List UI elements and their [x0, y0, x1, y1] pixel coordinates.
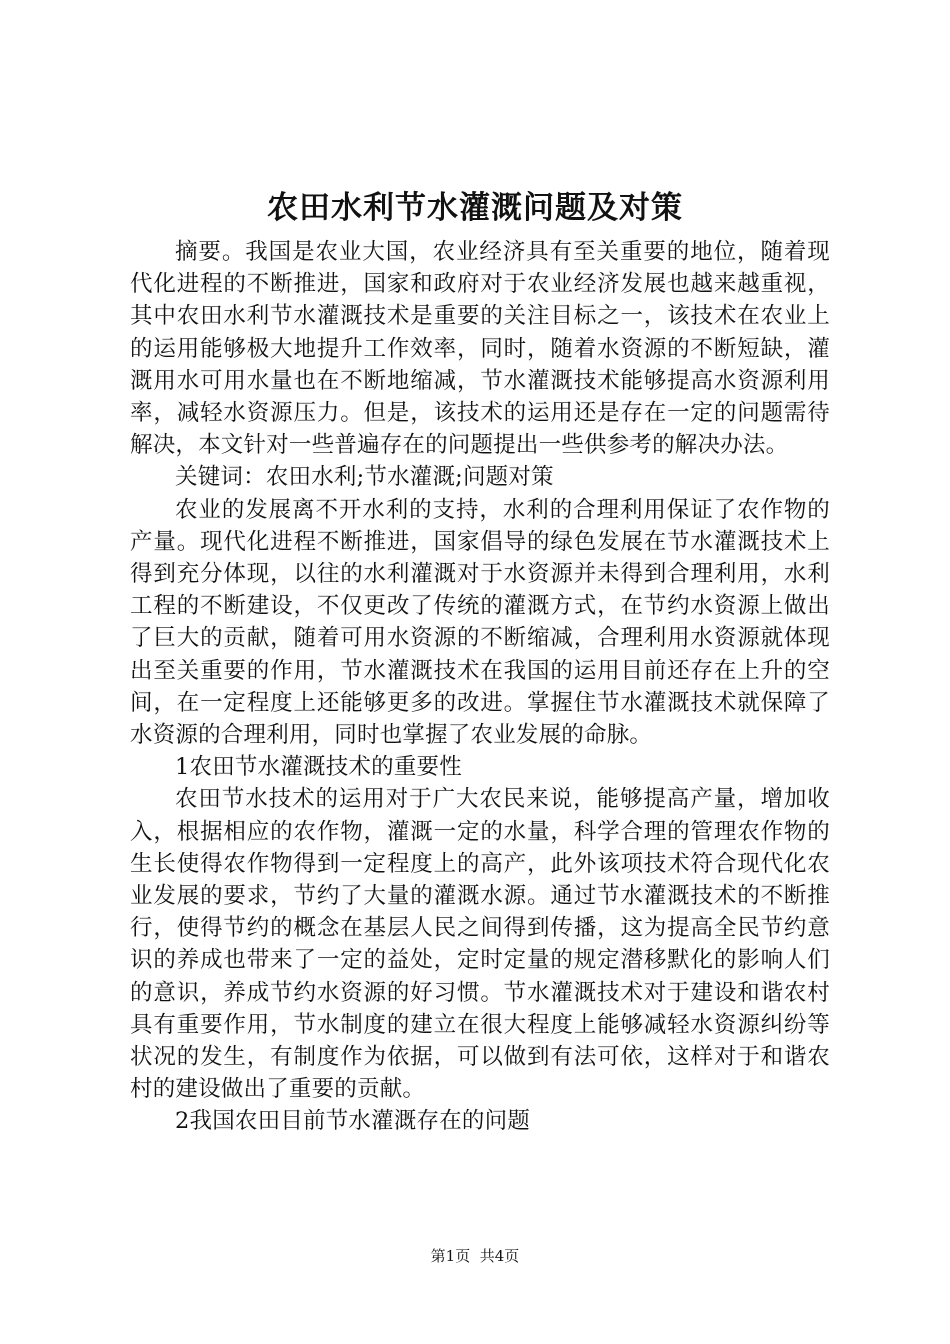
- section-1-paragraph: 农田节水技术的运用对于广大农民来说，能够提高产量，增加收入，根据相应的农作物，灌溉一定的水量，科学合理的管理农作物的生长使得农作物得到一定程度上的高产，此外该项技术符合现代化农业发展的要求，节约了大量的灌溉水源。通过节水灌溉技术的不断推行，使得节约的概念在基层人民之间得到传播，这为提高全民节约意识的养成也带来了一定的益处，定时定量的规定潜移默化的影响人们的意识，养成节约水资源的好习惯。节水灌溉技术对于建设和谐农村具有重要作用，节水制度的建立在很大程度上能够减轻水资源纠纷等状况的发生，有制度作为依据，可以做到有法可依，这样对于和谐农村的建设做出了重要的贡献。: [130, 786, 830, 1103]
- document-body: [130, 236, 830, 1138]
- abstract-paragraph: 摘要。我国是农业大国，农业经济具有至关重要的地位，随着现代化进程的不断推进，国家和政府对于农业经济发展也越来越重视，其中农田水利节水灌溉技术是重要的关注目标之一，该技术在农业上的运用能够极大地提升工作效率，同时，随着水资源的不断短缺，灌溉用水可用水量也在不断地缩减，节水灌溉技术能够提高水资源利用率，减轻水资源压力。但是，该技术的运用还是存在一定的问题需待解决，本文针对一些普遍存在的问题提出一些供参考的解决办法。: [130, 239, 830, 459]
- page-total: 共4页: [479, 1247, 520, 1265]
- page-footer: [0, 1246, 950, 1266]
- section-heading-1: 1农田节水灌溉技术的重要性: [175, 754, 462, 781]
- document-title: 农田水利节水灌溉问题及对策: [267, 190, 683, 226]
- footer-spacer: [470, 1247, 480, 1265]
- keywords-paragraph: 关键词：农田水利;节水灌溉;问题对策: [175, 464, 554, 491]
- page-number: 第1页: [430, 1247, 471, 1265]
- intro-paragraph: 农业的发展离不开水利的支持，水利的合理利用保证了农作物的产量。现代化进程不断推进，国家倡导的绿色发展在节水灌溉技术上得到充分体现，以往的水利灌溉对于水资源并未得到合理利用，水利工程的不断建设，不仅更改了传统的灌溉方式，在节约水资源上做出了巨大的贡献，随着可用水资源的不断缩减，合理利用水资源就体现出至关重要的作用，节水灌溉技术在我国的运用目前还存在上升的空间，在一定程度上还能够更多的改进。掌握住节水灌溉技术就保障了水资源的合理利用，同时也掌握了农业发展的命脉。: [130, 496, 830, 749]
- section-heading-2: 2我国农田目前节水灌溉存在的问题: [175, 1108, 531, 1135]
